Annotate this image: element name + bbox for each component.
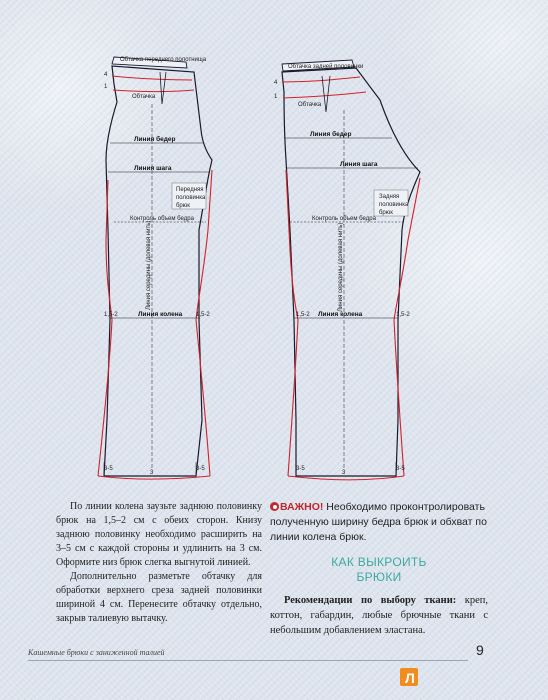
warning-label: ВАЖНО!	[280, 501, 324, 513]
front-half-label-1: Передняя	[176, 187, 204, 193]
front-knee-left: 1,5-2	[104, 312, 118, 318]
back-hem-left: 3-5	[296, 466, 305, 472]
back-knee-label: Линия колена	[318, 311, 363, 318]
front-dart	[160, 72, 166, 104]
section-heading	[270, 555, 488, 585]
front-mark-1: 1	[104, 84, 108, 90]
back-mark-4: 4	[274, 80, 278, 86]
footer-divider	[28, 660, 468, 661]
front-half-label-3: брюк	[176, 203, 190, 209]
back-grain-label: Линия середины (долевая нить)	[338, 222, 344, 312]
front-mark-4: 4	[104, 72, 108, 78]
back-half-label-3: брюк	[379, 210, 393, 216]
front-knee-label: Линия колена	[138, 311, 183, 318]
recommendation-text: креп, коттон, габардин, любые брючные ткани с небольшим добавлением эластана.	[270, 595, 488, 636]
back-dart-label: Обтачка	[298, 102, 322, 108]
front-dart-label: Обтачка	[132, 94, 156, 100]
instruction-paragraph-1: По линии колена заузьте заднюю половинку брюк на 1,5–2 см с обеих сторон. Книзу заднюю половинку необходимо расширить на 3–5 см с каждой стороны и удлинить на 3 см. Оформите низ брюк слегка выгнутой линией.	[56, 501, 262, 568]
back-knee-right: 1,5-2	[396, 312, 410, 318]
back-hip-label: Линия бедер	[310, 131, 352, 138]
recommendation-label: Рекомендации по выбору ткани:	[284, 595, 457, 606]
warning-icon	[270, 502, 279, 511]
heading-line-1: КАК ВЫКРОИТЬ	[331, 555, 427, 569]
back-dart	[322, 76, 330, 112]
back-control-label: Контроль объем бедра	[312, 216, 376, 222]
front-outline	[104, 66, 212, 476]
front-red-waist2	[113, 90, 194, 92]
front-hem-center: 3	[150, 470, 154, 476]
back-pattern	[274, 60, 420, 480]
instruction-paragraph-2: Дополнительно разметьте обтачку для обработки верхнего среза задней половинки шириной 4 см. Перенесите обтачку отдельно, закрыв талиевую вытачку.	[56, 571, 262, 624]
back-crotch-label: Линия шага	[340, 161, 378, 168]
back-hem-center: 3	[342, 470, 346, 476]
front-belt-label: Обтачка переднего полотнища	[120, 57, 207, 63]
back-knee-left: 1,5-2	[296, 312, 310, 318]
front-control-label: Контроль объем бедра	[130, 216, 194, 222]
front-hem-left: 3-5	[104, 466, 113, 472]
publisher-logo-icon	[400, 668, 418, 686]
front-hip-label: Линия бедер	[134, 136, 176, 143]
logo-letter: Л	[405, 670, 415, 686]
back-hem-right: 3-5	[396, 466, 405, 472]
front-red-right	[196, 170, 212, 476]
back-half-label-2: половинка	[379, 202, 409, 208]
fabric-recommendation	[270, 593, 488, 638]
back-mark-1: 1	[274, 94, 278, 100]
heading-line-2: БРЮКИ	[356, 570, 402, 584]
instructions-column	[56, 500, 262, 626]
front-grain-label: Линия середины (долевая нить)	[146, 220, 152, 310]
warning-text: Необходимо проконтролировать полученную ширину бедра брюк и обхват по линии колена брюк.	[270, 501, 487, 543]
page-number: 9	[476, 642, 484, 658]
back-half-label-1: Задняя	[379, 194, 400, 200]
front-crotch-label: Линия шага	[134, 165, 172, 172]
front-pattern	[98, 57, 212, 479]
back-red-waist	[282, 77, 360, 82]
warning-note	[270, 500, 488, 545]
front-hem-right: 3-5	[196, 466, 205, 472]
running-title: Кашемные брюки с заниженной талией	[28, 648, 165, 657]
back-belt-label: Обтачка задней половинки	[288, 64, 364, 70]
front-red-waist	[112, 76, 192, 80]
front-half-label-2: половинка	[176, 195, 206, 201]
front-knee-right: 1,5-2	[196, 312, 210, 318]
tips-column	[270, 500, 488, 638]
